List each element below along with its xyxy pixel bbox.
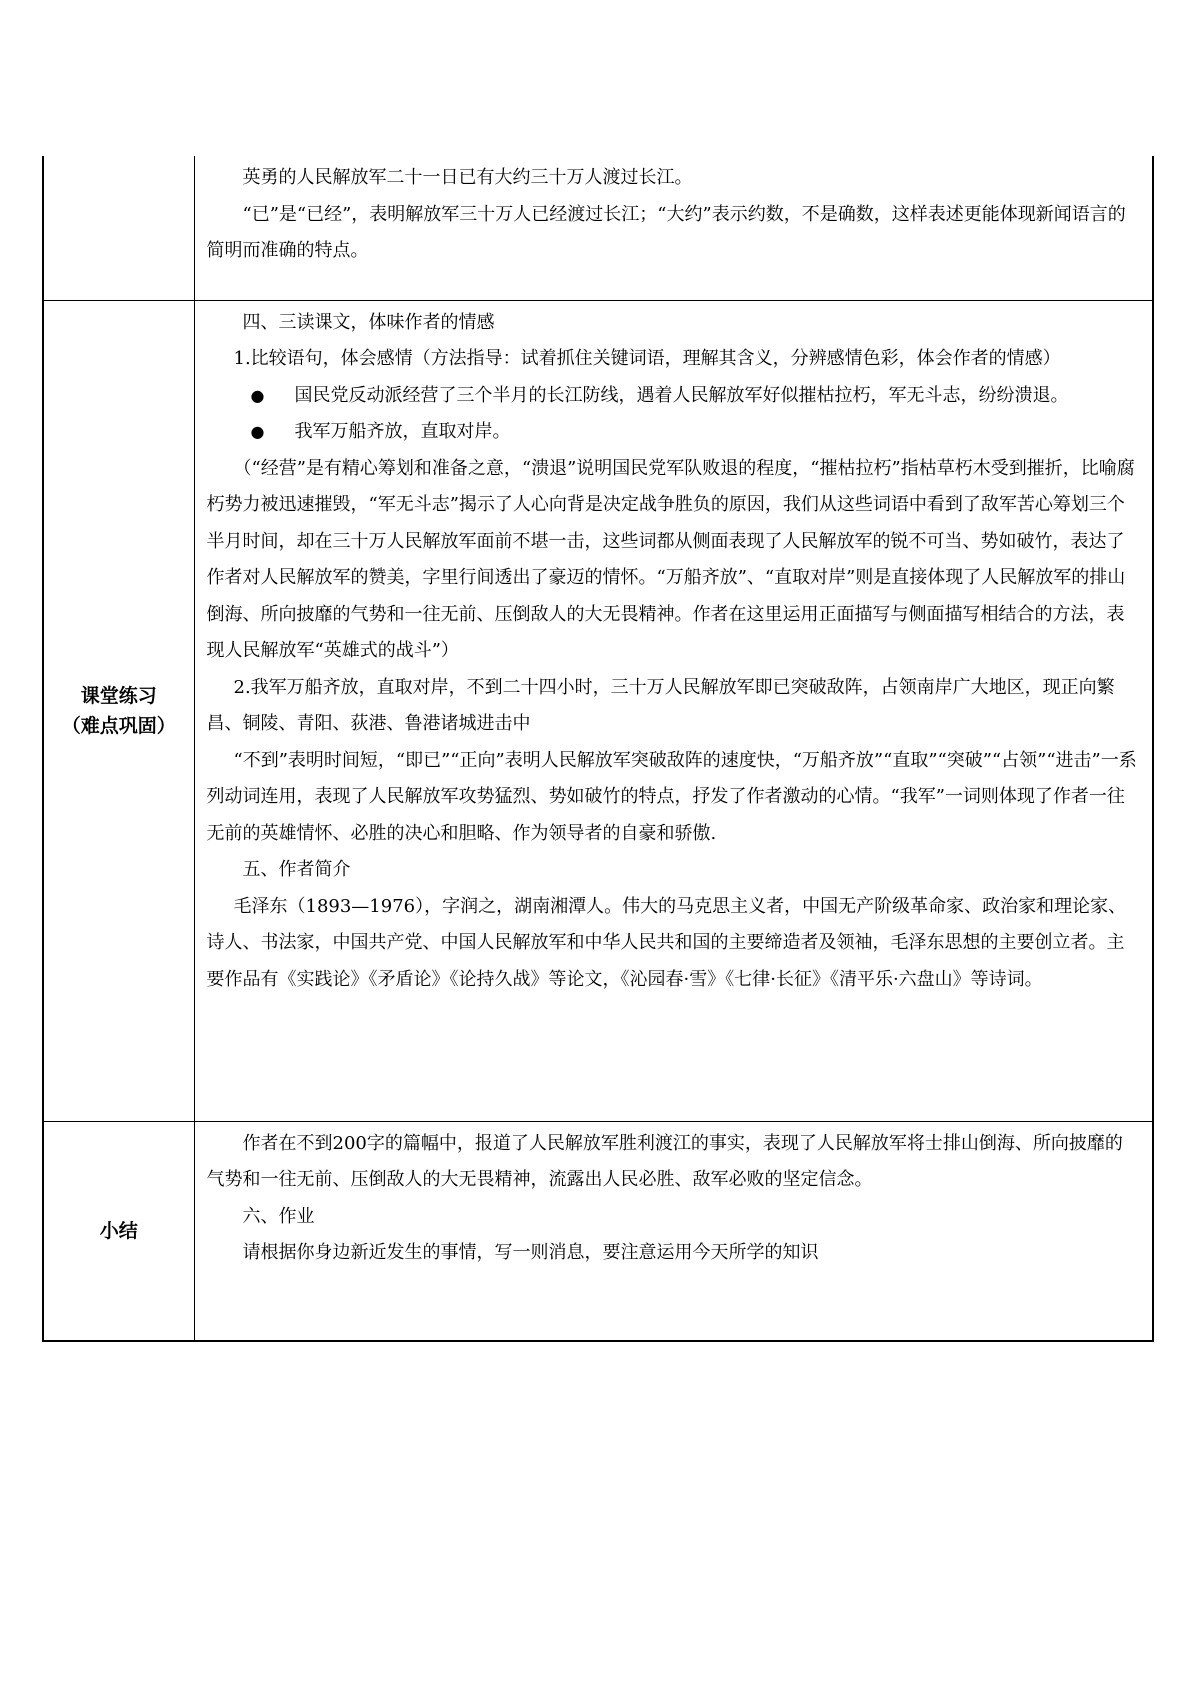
bullet-icon: ● [250,385,265,405]
section-heading: 四、三读课文，体味作者的情感 [242,311,495,333]
lesson-table [42,156,1154,1342]
row-content [194,300,1153,1121]
table-row [43,1121,1153,1341]
section-heading: 五、作者简介 [242,859,351,880]
paragraph: 作者在不到200字的篇幅中，报道了人民解放军胜利渡江的事实，表现了人民解放军将士排山倒海、所向披靡的气势和一往无前、压倒敌人的大无畏精神，流露出人民必胜、敌军必败的坚定信念。 [206,1132,1123,1190]
bullet-text: 国民党反动派经营了三个半月的长江防线，遇着人民解放军好似摧枯拉朽，军无斗志，纷纷溃退。 [294,384,1069,406]
bullet-text: 我军万船齐放，直取对岸。 [294,421,511,442]
paragraph: 毛泽东（1893—1976），字润之，湖南湘潭人。伟大的马克思主义者，中国无产阶级革命家、政治家和理论家、诗人、书法家，中国共产党、中国人民解放军和中华人民共和国的主要缔造者及领袖，毛泽东思想的主要创立者。主要作品有《实践论》《矛盾论》《论持久战》等论文，《沁园春·雪》《七律·长征》《清平乐·六盘山》等诗词。 [206,895,1127,990]
section-heading: 六、作业 [242,1205,315,1227]
paragraph: 2.我军万船齐放，直取对岸，不到二十四小时，三十万人民解放军即已突破敌阵，占领南岸广大地区，现正向繁昌、铜陵、青阳、荻港、鲁港诸城进击中 [206,676,1115,734]
row-content [194,1121,1153,1341]
row-label-line: 课堂练习 [80,684,157,707]
row-label [43,300,194,1121]
bullet-item [207,378,1141,415]
paragraph: “已”是“已经”，表明解放军三十万人已经渡过长江；“大约”表示约数，不是确数，这样表述更能体现新闻语言的简明而准确的特点。 [206,203,1126,261]
paragraph: 请根据你身边新近发生的事情，写一则消息，要注意运用今天所学的知识 [242,1242,819,1263]
row-label [43,1121,194,1341]
paragraph: 英勇的人民解放军二十一日已有大约三十万人渡过长江。 [242,167,693,188]
row-label-empty [43,156,194,300]
bullet-item [207,414,1141,451]
paragraph: “不到”表明时间短，“即已”“正向”表明人民解放军突破敌阵的速度快，“万船齐放”“直取”“突破”“占领”“进击”一系列动词连用，表现了人民解放军攻势猛烈、势如破竹的特点，抒发了作者激动的心情。“我军”一词则体现了作者一往无前的英雄情怀、必胜的决心和胆略、作为领导者的自豪和骄傲. [206,749,1137,844]
paragraph: 1.比较语句，体会感情（方法指导：试着抓住关键词语，理解其含义，分辨感情色彩，体会作者的情感） [233,348,1061,369]
bullet-icon: ● [250,422,265,441]
table-row [43,300,1153,1121]
table-row [43,156,1153,300]
row-label-line: （难点巩固） [61,714,176,737]
row-label-line: 小结 [99,1219,138,1242]
row-content [194,156,1153,300]
paragraph: （“经营”是有精心筹划和准备之意，“溃退”说明国民党军队败退的程度，“摧枯拉朽”指枯草朽木受到摧折，比喻腐朽势力被迅速摧毁，“军无斗志”揭示了人心向背是决定战争胜负的原因，我们从这些词语中看到了敌军苦心筹划三个半月时间，却在三十万人民解放军面前不堪一击，这些词都从侧面表现了人民解放军的锐不可当、势如破竹，表达了作者对人民解放军的赞美，字里行间透出了豪迈的情怀。“万船齐放”、“直取对岸”则是直接体现了人民解放军的排山倒海、所向披靡的气势和一往无前、压倒敌人的大无畏精神。作者在这里运用正面描写与侧面描写相结合的方法，表现人民解放军“英雄式的战斗”） [206,457,1135,661]
